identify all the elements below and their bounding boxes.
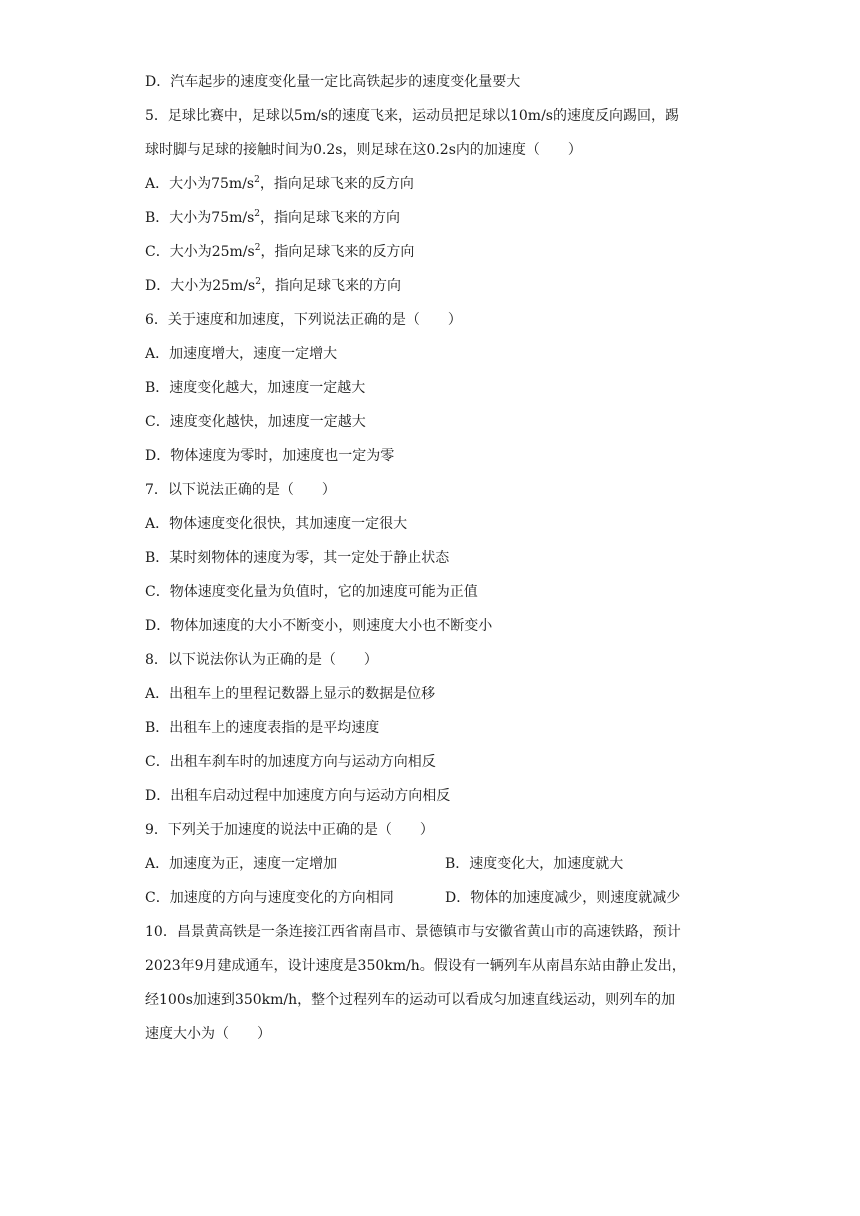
q10-stem-line-2: 2023年9月建成通车，设计速度是350km/h。假设有一辆列车从南昌东站由静止发出， <box>145 958 686 974</box>
q6-option-d: D．物体速度为零时，加速度也一定为零 <box>145 448 395 464</box>
q7-option-d: D．物体加速度的大小不断变小，则速度大小也不断变小 <box>145 618 493 634</box>
q5-stem-line-1: 5．足球比赛中，足球以5m/s的速度飞来，运动员把足球以10m/s的速度反向踢回，踢 <box>145 108 679 124</box>
q5-option-a: A．大小为$75m/s^2$，指向足球飞来的反方向 <box>145 175 414 192</box>
q7-option-a: A．物体速度变化很快，其加速度一定很大 <box>145 516 408 532</box>
q5-option-b: B．大小为$75m/s^2$，指向足球飞来的方向 <box>145 209 401 226</box>
q9-option-c: C．加速度的方向与速度变化的方向相同 <box>145 890 394 906</box>
q6-stem: 6．关于速度和加速度，下列说法正确的是（ ） <box>145 312 462 328</box>
q9-option-b: B．速度变化大，加速度就大 <box>445 856 624 872</box>
q8-stem: 8．以下说法你认为正确的是（ ） <box>145 652 378 668</box>
q7-option-c: C．物体速度变化量为负值时，它的加速度可能为正值 <box>145 584 478 600</box>
q6-option-c: C．速度变化越快，加速度一定越大 <box>145 414 366 430</box>
q10-stem-line-4: 速度大小为（ ） <box>145 1026 271 1042</box>
q8-option-a: A．出租车上的里程记数器上显示的数据是位移 <box>145 686 436 702</box>
q5-stem-line-2: 球时脚与足球的接触时间为0.2s，则足球在这0.2s内的加速度（ ） <box>145 142 582 158</box>
q8-option-d: D．出租车启动过程中加速度方向与运动方向相反 <box>145 788 451 804</box>
q10-stem-line-3: 经100s加速到350km/h，整个过程列车的运动可以看成匀加速直线运动，则列车的加 <box>145 992 676 1008</box>
q9-option-a: A．加速度为正，速度一定增加 <box>145 856 338 872</box>
q8-option-b: B．出租车上的速度表指的是平均速度 <box>145 720 380 736</box>
q5-option-d: D．大小为$25m/s^2$，指向足球飞来的方向 <box>145 277 401 294</box>
q6-option-a: A．加速度增大，速度一定增大 <box>145 346 338 362</box>
q8-option-c: C．出租车刹车时的加速度方向与运动方向相反 <box>145 754 436 770</box>
q10-stem-line-1: 10．昌景黄高铁是一条连接江西省南昌市、景德镇市与安徽省黄山市的高速铁路，预计 <box>145 924 681 940</box>
q5-option-c: C．大小为$25m/s^2$，指向足球飞来的反方向 <box>145 243 415 260</box>
q6-option-b: B．速度变化越大，加速度一定越大 <box>145 380 366 396</box>
q4-option-d: D．汽车起步的速度变化量一定比高铁起步的速度变化量要大 <box>145 74 521 90</box>
q9-stem: 9．下列关于加速度的说法中正确的是（ ） <box>145 822 434 838</box>
q9-option-d: D．物体的加速度减少，则速度就减少 <box>445 890 681 906</box>
q7-option-b: B．某时刻物体的速度为零，其一定处于静止状态 <box>145 550 450 566</box>
q7-stem: 7．以下说法正确的是（ ） <box>145 482 336 498</box>
